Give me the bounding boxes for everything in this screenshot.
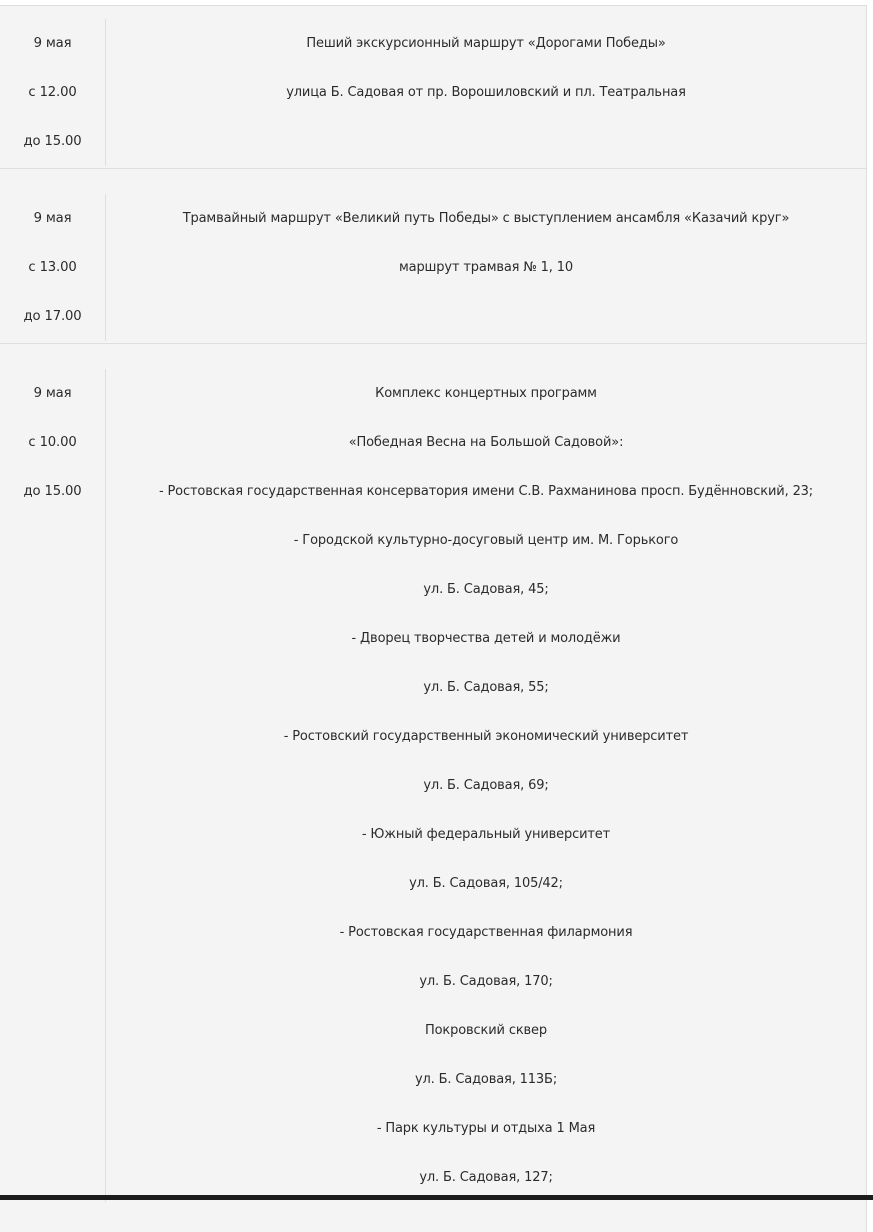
event-info-cell <box>106 194 866 341</box>
venue-name: - Ростовская государственная филармония <box>339 925 633 940</box>
venue-name: - Ростовский государственный экономический университет <box>283 729 689 744</box>
events-table <box>0 5 867 1232</box>
event-start-time: с 13.00 <box>28 260 77 275</box>
event-date: 9 мая <box>33 211 72 226</box>
event-row <box>0 169 866 344</box>
event-date-cell <box>0 19 106 166</box>
event-info-cell <box>106 369 866 1202</box>
venue-name: Покровский сквер <box>425 1023 547 1038</box>
event-title: Пеший экскурсионный маршрут «Дорогами Победы» <box>306 36 666 51</box>
venue-address: ул. Б. Садовая, 127; <box>419 1170 553 1185</box>
event-info-cell <box>106 19 866 166</box>
event-end-time: до 15.00 <box>23 134 82 149</box>
event-start-time: с 12.00 <box>28 85 77 100</box>
venue-address: ул. Б. Садовая, 45; <box>423 582 549 597</box>
event-end-time: до 17.00 <box>23 309 82 324</box>
event-location: маршрут трамвая № 1, 10 <box>398 260 574 275</box>
event-subtitle: «Победная Весна на Большой Садовой»: <box>348 435 624 450</box>
venue-name: - Дворец творчества детей и молодёжи <box>351 631 621 646</box>
event-end-time: до 15.00 <box>23 484 82 499</box>
venue-address: ул. Б. Садовая, 105/42; <box>409 876 563 891</box>
venue-address: ул. Б. Садовая, 170; <box>419 974 553 989</box>
venue-name: - Южный федеральный университет <box>361 827 611 842</box>
window-bottom-edge <box>0 1195 873 1200</box>
venue-address: ул. Б. Садовая, 69; <box>423 778 549 793</box>
venue-address: ул. Б. Садовая, 55; <box>423 680 549 695</box>
venue-name: - Ростовская государственная консерватория имени С.В. Рахманинова просп. Будённовский, 23; <box>158 484 814 499</box>
event-date: 9 мая <box>33 36 72 51</box>
event-row <box>0 6 866 169</box>
venue-name: - Парк культуры и отдыха 1 Мая <box>376 1121 596 1136</box>
event-title: Трамвайный маршрут «Великий путь Победы» с выступлением ансамбля «Казачий круг» <box>182 211 790 226</box>
venue-name: - Городской культурно-досуговый центр им. М. Горького <box>293 533 679 548</box>
event-location: улица Б. Садовая от пр. Ворошиловский и пл. Театральная <box>286 85 686 100</box>
event-date-cell <box>0 194 106 341</box>
event-start-time: с 10.00 <box>28 435 77 450</box>
event-row <box>0 344 866 1232</box>
event-date: 9 мая <box>33 386 72 401</box>
venue-address: ул. Б. Садовая, 113Б; <box>414 1072 558 1087</box>
event-date-cell <box>0 369 106 1202</box>
event-title: Комплекс концертных программ <box>375 386 597 401</box>
